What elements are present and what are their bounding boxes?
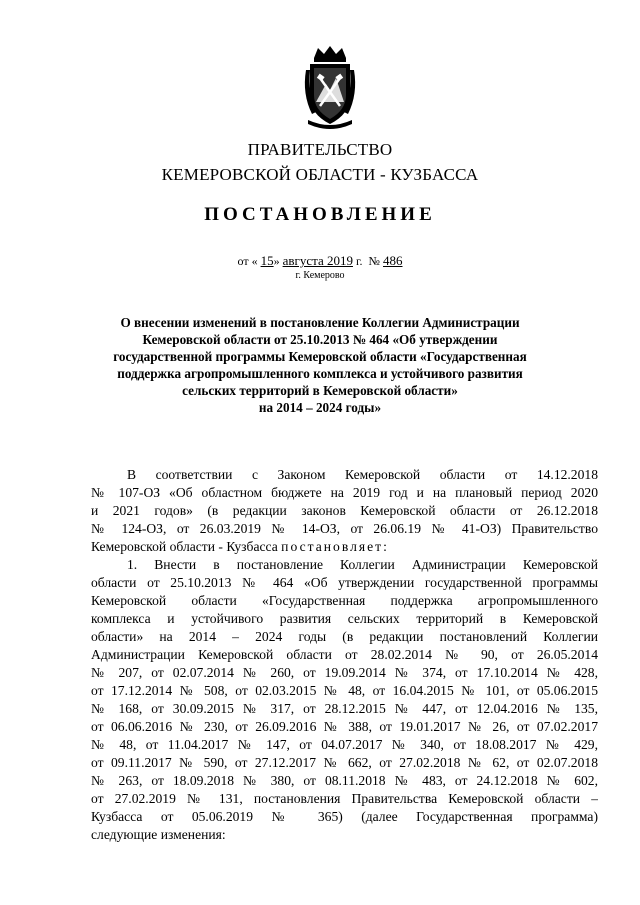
document-type-heading: ПОСТАНОВЛЕНИЕ <box>204 204 436 225</box>
body-line: В соответствии с Законом Кемеровской области от 14.12.2018 <box>127 467 598 482</box>
body-line <box>91 538 598 556</box>
date-day: 15 <box>260 253 274 268</box>
document-number: 486 <box>383 253 403 268</box>
document-title <box>80 314 560 416</box>
government-name-line1: ПРАВИТЕЛЬСТВО <box>247 140 393 159</box>
body-line: от 17.12.2014 № 508, от 02.03.2015 № 48, от 16.04.2015 № 101, от 05.06.2015 <box>91 683 598 698</box>
body-line: № 263, от 18.09.2018 № 380, от 08.11.2018 № 483, от 24.12.2018 № 602, <box>91 773 598 788</box>
body-line: № 168, от 30.09.2015 № 317, от 28.12.2015 № 447, от 12.04.2016 № 135, <box>91 701 598 716</box>
body-text: Кемеровской области - Кузбасса <box>91 539 278 554</box>
body-line: от 27.02.2019 № 131, постановления Правительства Кемеровской области – <box>91 791 598 806</box>
title-line: государственной программы Кемеровской области «Государственная <box>113 349 527 364</box>
number-label: № <box>368 254 380 268</box>
date-sep: » <box>273 254 280 268</box>
body-line: Кемеровской области «Государственная поддержка агропромышленного <box>91 593 598 608</box>
body-line: от 09.11.2017 № 590, от 27.12.2017 № 662, от 27.02.2018 № 62, от 02.07.2018 <box>91 755 598 770</box>
coat-of-arms-emblem <box>300 44 360 130</box>
title-line: поддержка агропромышленного комплекса и устойчивого развития <box>117 366 523 381</box>
body-line: от 06.06.2016 № 230, от 26.09.2016 № 388, от 19.01.2017 № 26, от 07.02.2017 <box>91 719 598 734</box>
date-prefix: от « <box>237 254 258 268</box>
body-line: № 207, от 02.07.2014 № 260, от 19.09.2014 № 374, от 17.10.2014 № 428, <box>91 665 598 680</box>
body-line: и 2021 годов» (в редакции законов Кемеровской области от 26.12.2018 <box>91 503 598 518</box>
document-body <box>91 466 598 844</box>
body-line: 1. Внести в постановление Коллегии Администрации Кемеровской <box>127 557 598 572</box>
title-line: О внесении изменений в постановление Коллегии Администрации <box>120 315 520 330</box>
title-line: на 2014 – 2024 годы» <box>258 400 382 415</box>
body-line: Кузбасса от 05.06.2019 № 365) (далее Государственная программа) <box>91 809 598 824</box>
resolution-word: постановляет: <box>281 539 389 554</box>
body-line: № 48, от 11.04.2017 № 147, от 04.07.2017 № 340, от 18.08.2017 № 429, <box>91 737 598 752</box>
date-year-suffix: г. <box>355 254 363 268</box>
body-line: № 124-ОЗ, от 26.03.2019 № 14-ОЗ, от 26.06.19 № 41-ОЗ) Правительство <box>91 521 598 536</box>
body-line: № 107-ОЗ «Об областном бюджете на 2019 год и на плановый период 2020 <box>91 485 598 500</box>
body-line: следующие изменения: <box>91 827 226 842</box>
body-line: Администрации Кемеровской области от 28.02.2014 № 90, от 26.05.2014 <box>91 647 598 662</box>
title-line: сельских территорий в Кемеровской области» <box>182 383 458 398</box>
date-number-line <box>0 253 640 269</box>
body-line: области от 25.10.2013 № 464 «Об утверждении государственной программы <box>91 575 598 590</box>
body-line: комплекса и устойчивого развития сельских территорий в Кемеровской <box>91 611 598 626</box>
body-line: области» на 2014 – 2024 годы (в редакции постановлений Коллегии <box>91 629 598 644</box>
city-name: г. Кемерово <box>295 270 345 281</box>
government-name-line2: КЕМЕРОВСКОЙ ОБЛАСТИ - КУЗБАССА <box>161 165 479 184</box>
date-month-year: августа 2019 <box>282 253 353 268</box>
title-line: Кемеровской области от 25.10.2013 № 464 «Об утверждении <box>142 332 498 347</box>
